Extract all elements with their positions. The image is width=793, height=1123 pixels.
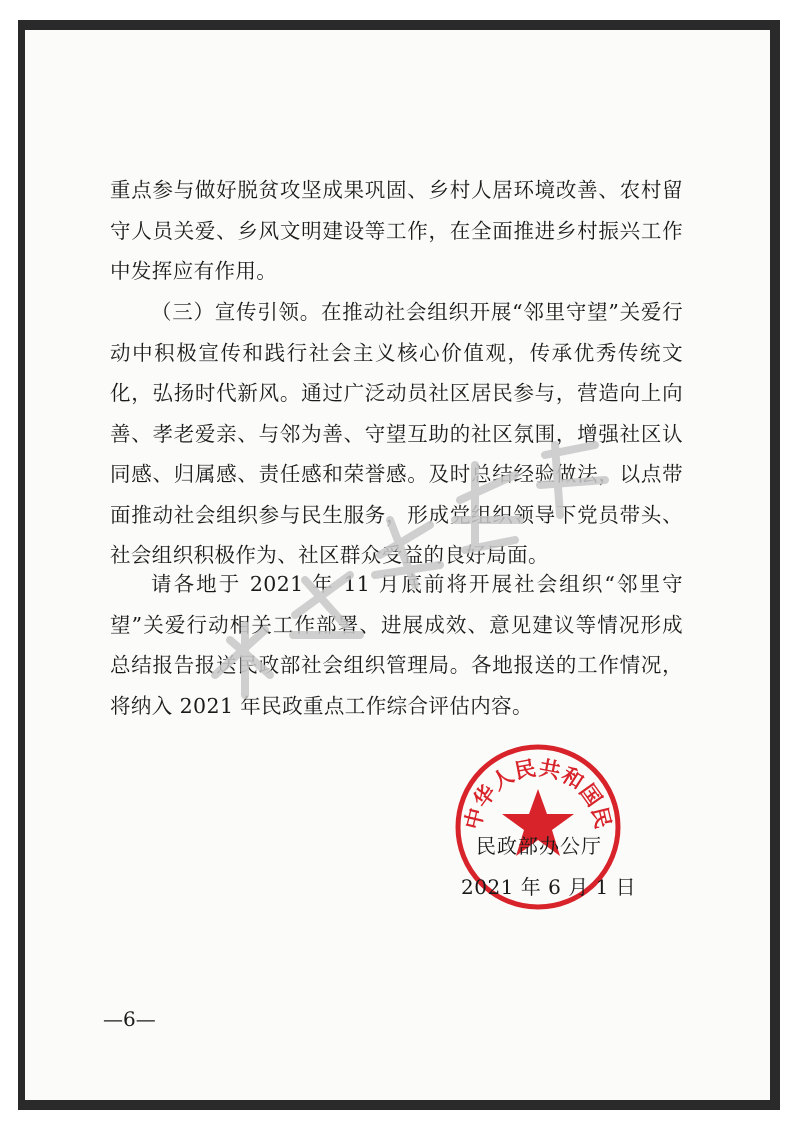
issue-date: 2021 年 6 月 1 日: [461, 875, 637, 899]
page-number: —6—: [103, 1007, 156, 1031]
svg-text:中华人民共和国民: 中华人民共和国民: [459, 754, 617, 832]
scan-border-right: [770, 20, 780, 1110]
paragraph-reporting-request: 请各地于 2021 年 11 月底前将开展社会组织“邻里守望”关爱行动相关工作部署、进展成效、意见建议等情况形成总结报告报送民政部社会组织管理局。各地报送的工作情况，将纳入 2021 年民政重点工作综合评估内容。: [110, 572, 683, 718]
paragraph-continuation: 重点参与做好脱贫攻坚成果巩固、乡村人居环境改善、农村留守人员关爱、乡风文明建设等工作，在全面推进乡村振兴工作中发挥应有作用。: [110, 178, 683, 283]
scan-border-top: [18, 20, 780, 30]
issuer-name: 民政部办公厅: [476, 834, 602, 858]
paragraph-publicity-guidance: （三）宣传引领。在推动社会组织开展“邻里守望”关爱行动中积极宣传和践行社会主义核心价值观，传承优秀传统文化，弘扬时代新风。通过广泛动员社区居民参与，营造向上向善、孝老爱亲、与邻为善、守望互助的社区氛围，增强社区认同感、归属感、责任感和荣誉感。及时总结经验做法，以点带面推动社会组织参与民生服务，形成党组织领导下党员带头、社会组织积极作为、社区群众受益的良好局面。: [110, 300, 683, 567]
scan-border-bottom: [18, 1100, 780, 1110]
scan-border-left: [18, 20, 25, 1110]
